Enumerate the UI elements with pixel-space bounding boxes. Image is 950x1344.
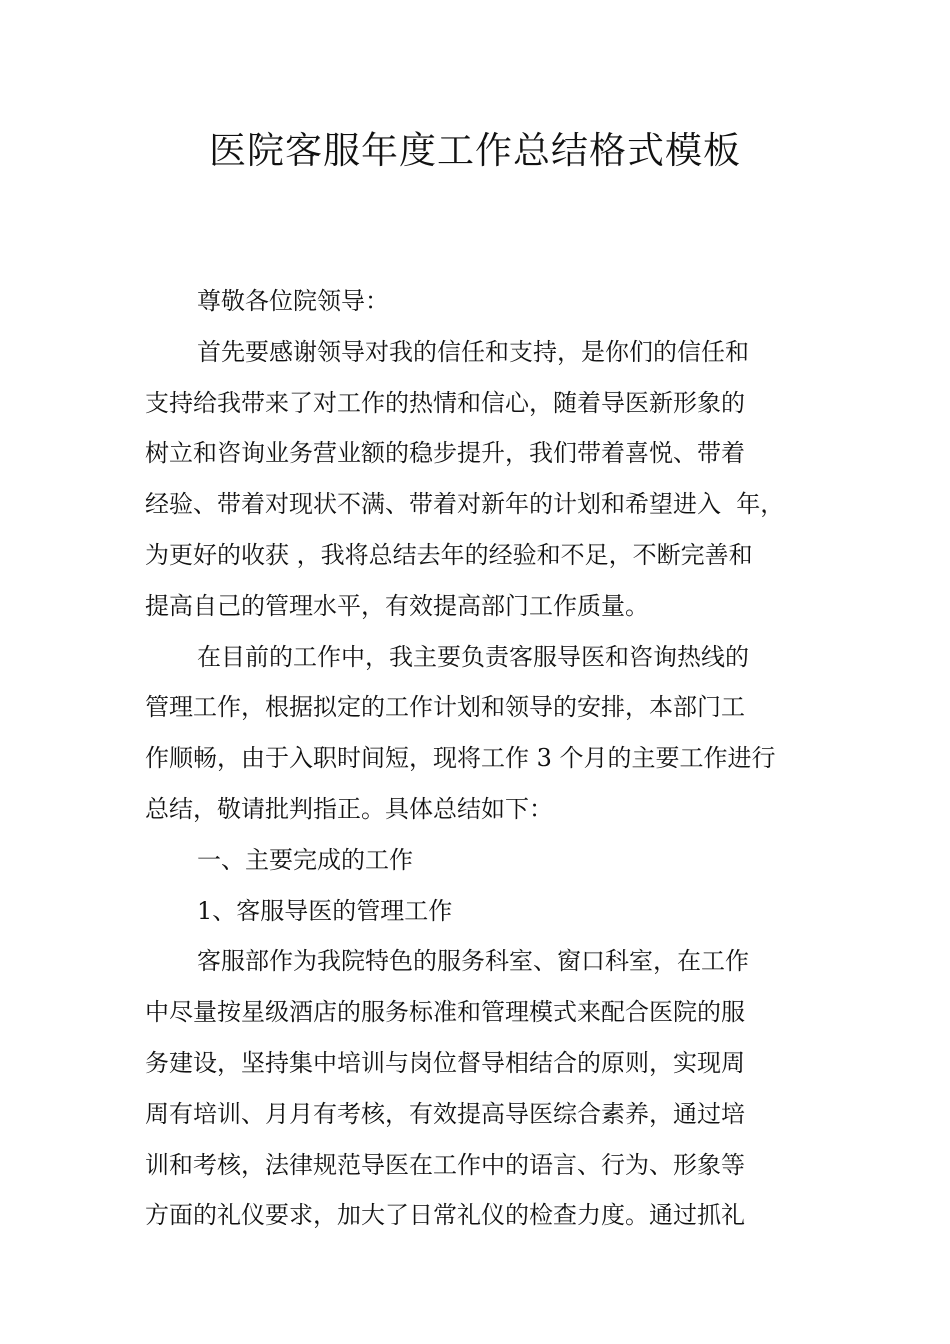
paragraph-line: 树立和咨询业务营业额的稳步提升，我们带着喜悦、带着 <box>145 439 745 468</box>
document-title: 医院客服年度工作总结格式模板 <box>209 129 741 172</box>
paragraph-line: 中尽量按星级酒店的服务标准和管理模式来配合医院的服 <box>145 998 745 1027</box>
document-body <box>145 276 815 1241</box>
paragraph-line: 在目前的工作中，我主要负责客服导医和咨询热线的 <box>197 642 749 671</box>
paragraph-line: 首先要感谢领导对我的信任和支持，是你们的信任和 <box>197 337 749 366</box>
paragraph-line: 方面的礼仪要求，加大了日常礼仪的检查力度。通过抓礼 <box>145 1201 745 1230</box>
paragraph-line: 支持给我带来了对工作的热情和信心，随着导医新形象的 <box>145 388 745 417</box>
paragraph-line: 作顺畅，由于入职时间短，现将工作 3 个月的主要工作进行 <box>145 744 776 773</box>
salutation-line: 尊敬各位院领导： <box>197 287 389 315</box>
paragraph-line: 为更好的收获 ，我将总结去年的经验和不足，不断完善和 <box>145 540 753 569</box>
section-heading: 一、主要完成的工作 <box>197 845 413 874</box>
paragraph-line: 训和考核，法律规范导医在工作中的语言、行为、形象等 <box>145 1150 745 1179</box>
paragraph-line: 务建设，坚持集中培训与岗位督导相结合的原则，实现周 <box>145 1048 745 1077</box>
paragraph-line: 客服部作为我院特色的服务科室、窗口科室，在工作 <box>197 947 749 976</box>
paragraph-line: 管理工作，根据拟定的工作计划和领导的安排，本部门工 <box>145 693 745 722</box>
paragraph-line: 周有培训、月月有考核，有效提高导医综合素养，通过培 <box>145 1099 745 1128</box>
paragraph-line: 经验、带着对现状不满、带着对新年的计划和希望进入 年， <box>145 490 785 519</box>
paragraph-line: 提高自己的管理水平，有效提高部门工作质量。 <box>145 591 649 620</box>
paragraph-line: 总结，敬请批判指正。具体总结如下： <box>145 794 553 823</box>
subsection-heading: 1、客服导医的管理工作 <box>197 896 453 925</box>
